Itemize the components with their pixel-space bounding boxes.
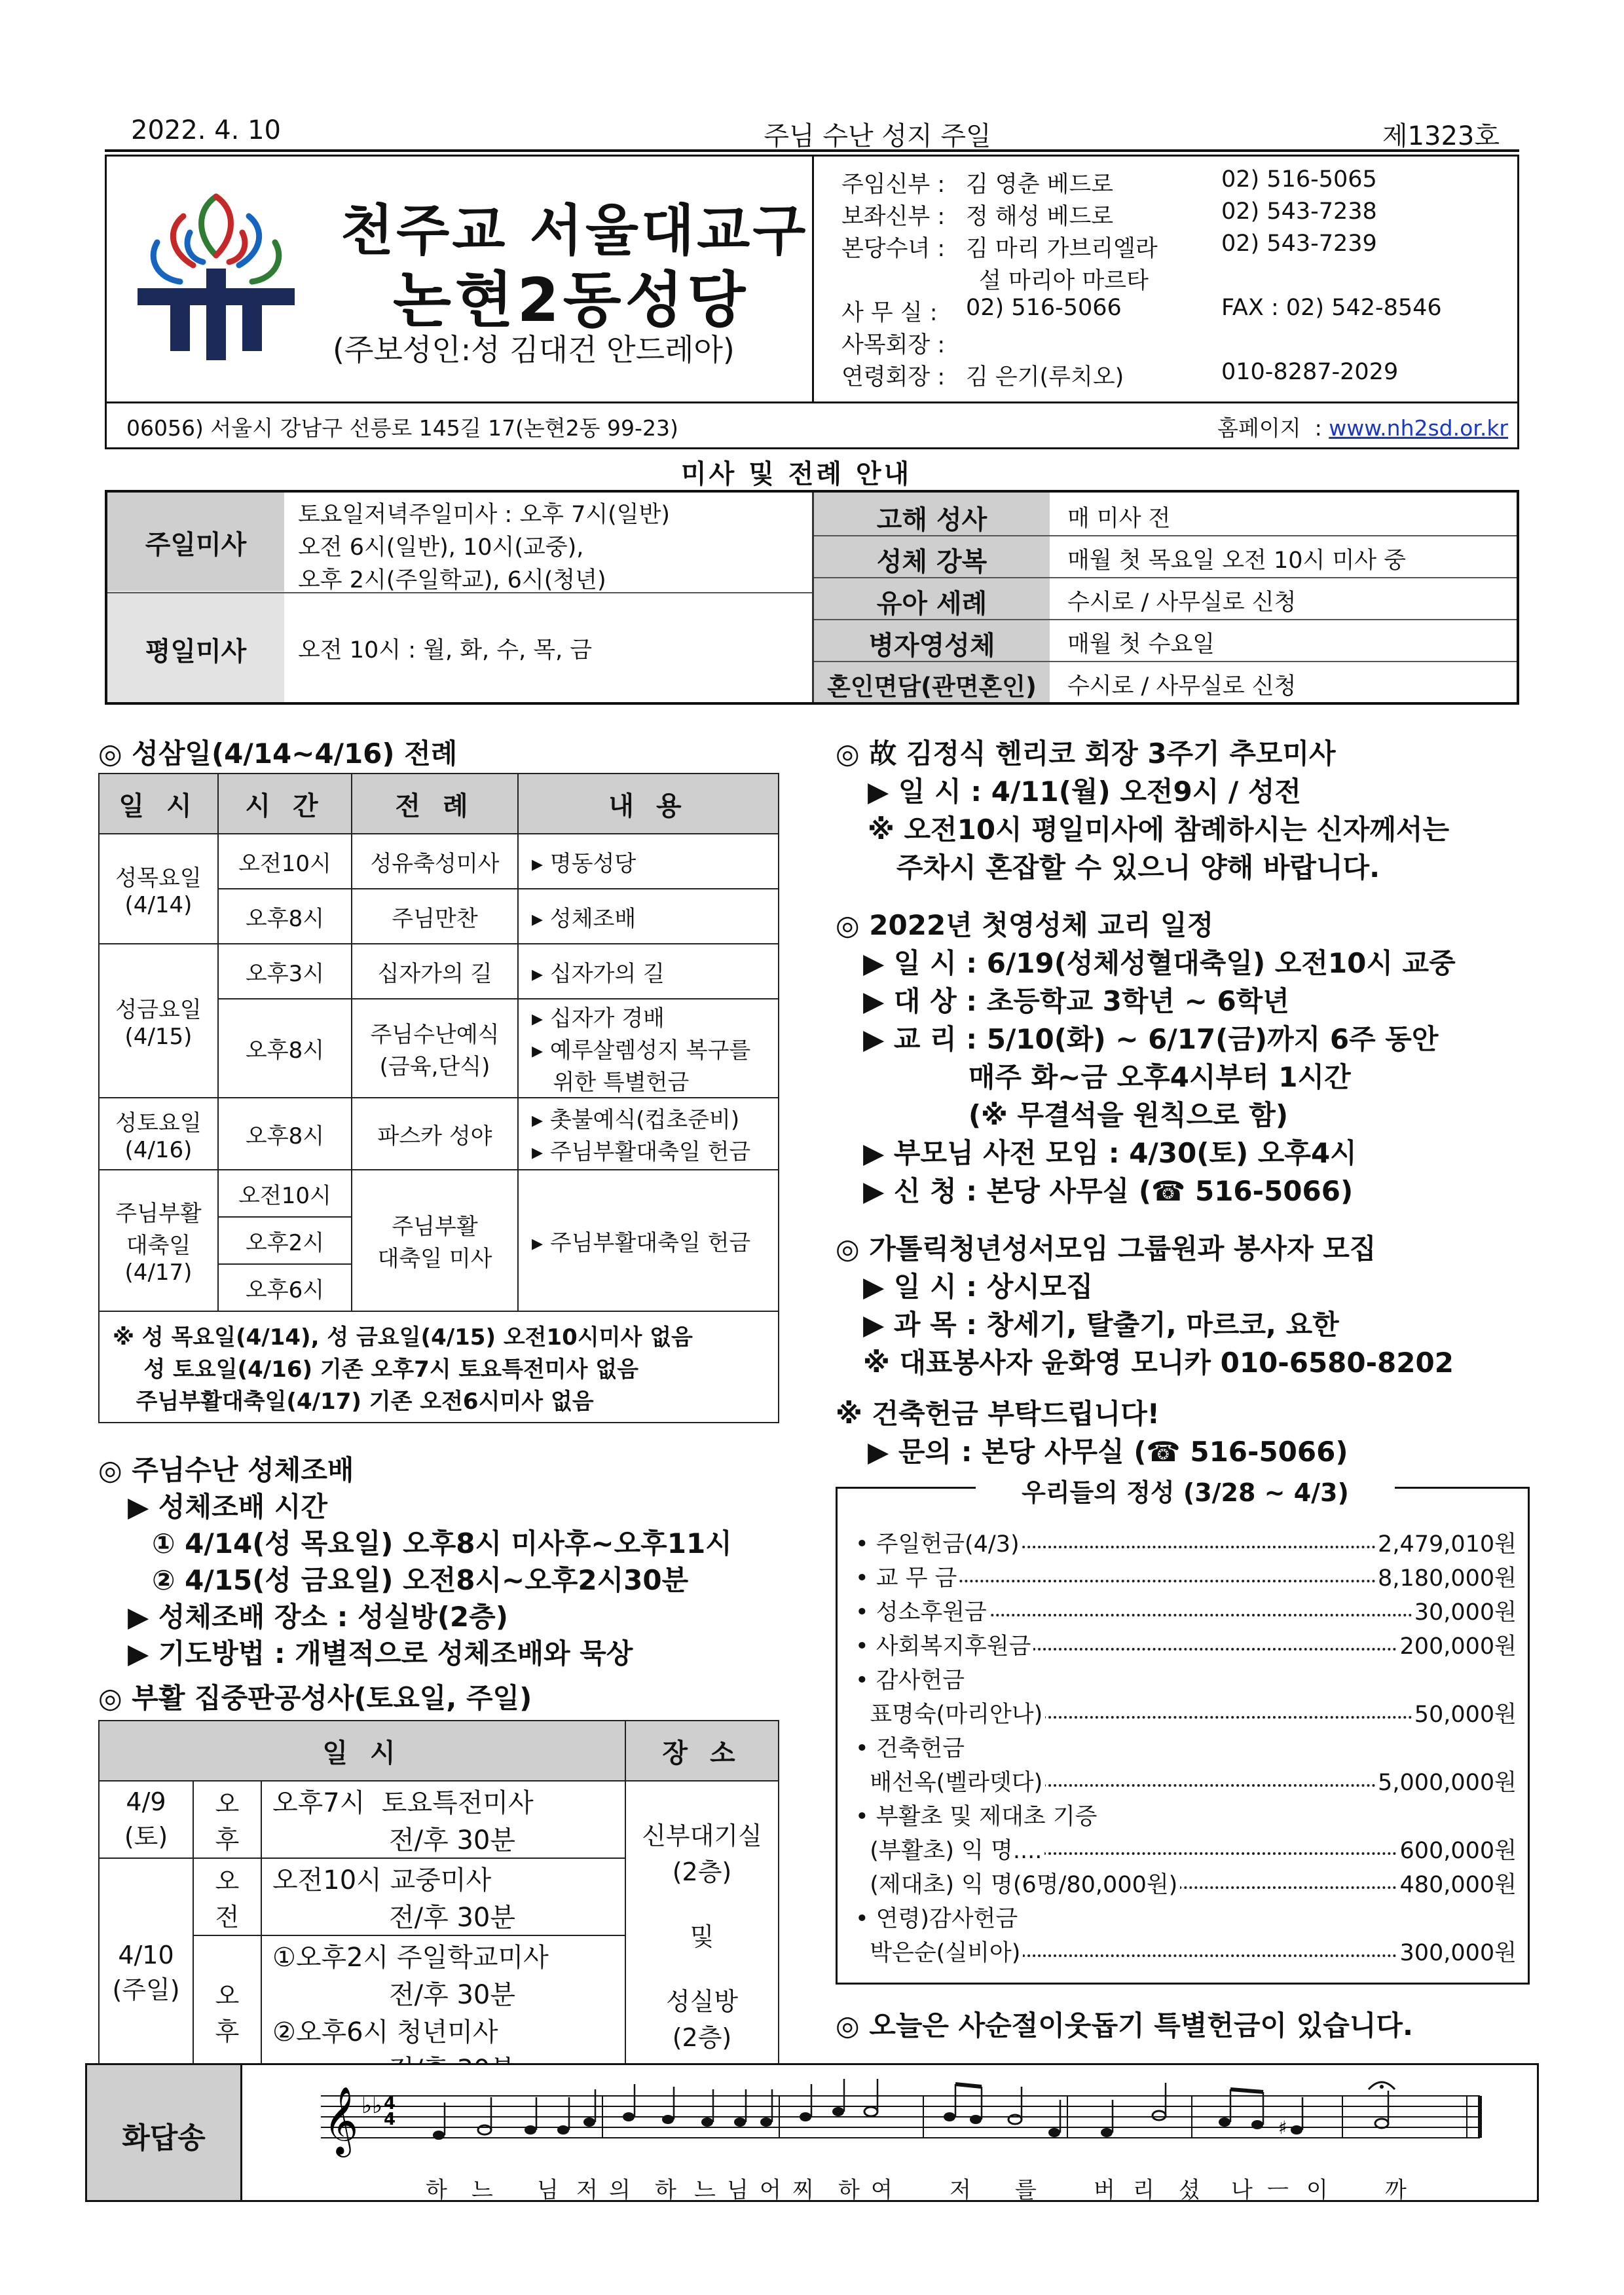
content-cell: ▸ 성체조배 (518, 889, 779, 944)
sunday-mass-line: 토요일저녁주일미사 : 오후 7시(일반) (298, 502, 671, 528)
mass-cell: ①오후2시 주일학교미사 전/후 30분 ②오후6시 청년미사 (261, 1935, 625, 2087)
lyric-syllable: 저 (576, 2177, 598, 2203)
fax-number: FAX : 02) 542-8546 (1221, 295, 1442, 321)
triduum-table (98, 773, 779, 1423)
staff-phone: 02) 543-7239 (1221, 231, 1377, 257)
top-rule (105, 149, 1519, 152)
communion-line: ▶ 교 리 : 5/10(화) ~ 6/17(금)까지 6주 동안 (863, 1023, 1439, 1055)
offering-line (855, 1799, 1517, 1833)
staff-row (841, 327, 945, 360)
top-bar (105, 110, 1519, 149)
bulletin-date: 2022. 4. 10 (131, 115, 282, 145)
time-cell: 오후8시 (218, 999, 352, 1098)
lyric-syllable: 느 (471, 2177, 493, 2203)
lyric-syllable: 하 (426, 2177, 447, 2203)
header-divider (812, 155, 814, 403)
adoration-line: ▶ 성체조배 장소 : 성실방(2층) (128, 1601, 508, 1633)
day-cell: 주님부활 대축일 (4/17) (99, 1170, 218, 1311)
lyric-syllable: 이 (1306, 2177, 1328, 2203)
lyric-syllable: 까 (1385, 2177, 1407, 2203)
staff-role: 본당수녀 : (841, 236, 946, 262)
staff-phone: 02) 543-7238 (1221, 198, 1377, 225)
offering-line (855, 1526, 1517, 1560)
staff-name: 설 마리아 마르타 (979, 268, 1149, 294)
date-cell: 4/9 (토) (99, 1781, 193, 1858)
offering-line (855, 1901, 1517, 1935)
address-bar (105, 403, 1519, 449)
date-cell: 4/10 (주일) (99, 1858, 193, 2087)
memorial-heading: ◎ 故 김정식 헨리코 회장 3주기 추모미사 (836, 737, 1336, 770)
offering-label: • 교 무 금 (855, 1565, 959, 1592)
mass-cell: 오전10시 교중미사 전/후 30분 (261, 1858, 625, 1935)
communion-line: (※ 무결석을 원칙으로 함) (863, 1099, 1289, 1131)
staff-name: 김 마리 가브리엘라 (966, 236, 1158, 262)
lyric-syllable: 찌 (792, 2177, 814, 2203)
church-logo (131, 183, 301, 369)
youth-line: ▶ 과 목 : 창세기, 탈출기, 마르코, 요한 (863, 1309, 1339, 1341)
staff-row (841, 231, 1377, 263)
adoration-line: ① 4/14(성 목요일) 오후8시 미사후~오후11시 (152, 1527, 732, 1559)
time-cell: 오후3시 (218, 944, 352, 999)
sacrament-label: 고해 성사 (876, 505, 987, 535)
sunday-mass-line: 오전 6시(일반), 10시(교중), (298, 534, 584, 561)
address: 06056) 서울시 강남구 선릉로 145길 17(논현2동 99-23) (126, 415, 678, 441)
svg-text:4: 4 (384, 2110, 396, 2129)
offering-amount: 480,000원 (1397, 1867, 1517, 1899)
svg-text:♯: ♯ (1278, 2117, 1287, 2138)
mass-section-title: 미사 및 전례 안내 (681, 459, 912, 489)
triduum-heading: ◎ 성삼일(4/14~4/16) 전례 (98, 737, 458, 770)
offering-line (855, 1935, 1517, 1969)
lyric-syllable: 리 (1133, 2177, 1154, 2203)
lyric-syllable: 어 (760, 2177, 781, 2203)
staff-role: 연령회장 : (841, 364, 946, 390)
staff-phone: 02) 516-5065 (1221, 166, 1377, 193)
offerings-title: 우리들의 정성 (3/28 ~ 4/3) (976, 1472, 1395, 1508)
offering-line (855, 1560, 1517, 1594)
memorial-line: 주차시 혼잡할 수 있으니 양해 바랍니다. (868, 851, 1380, 884)
communion-line: ▶ 대 상 : 초등학교 3학년 ~ 6학년 (863, 985, 1289, 1017)
offering-amount: 50,000원 (1412, 1696, 1517, 1729)
staff-row (841, 295, 1442, 327)
memorial-line: ※ 오전10시 평일미사에 참례하시는 신자께서는 (868, 813, 1450, 846)
adoration-heading: ◎ 주님수난 성체조배 (98, 1454, 354, 1486)
offering-label: • 연령)감사헌금 (855, 1906, 1020, 1932)
staff-role: 보좌신부 : (841, 204, 946, 230)
staff-role: 사목회장 : (841, 332, 946, 358)
psalm-label: 화답송 (122, 2121, 206, 2155)
time-cell: 오후6시 (218, 1264, 352, 1311)
offering-amount: 300,000원 (1397, 1935, 1517, 1968)
ampm-cell: 오 후 (193, 1935, 261, 2087)
liturgy-cell: 주님부활 대축일 미사 (352, 1170, 518, 1311)
liturgy-cell: 파스카 성야 (352, 1098, 518, 1170)
staff-role: 주임신부 : (841, 172, 946, 198)
offering-label: • 부활초 및 제대초 기증 (855, 1804, 1099, 1830)
liturgy-cell: 십자가의 길 (352, 944, 518, 999)
homepage-label: 홈페이지 : (1217, 415, 1322, 441)
day-cell: 성금요일 (4/15) (99, 944, 218, 1098)
sunday-name: 주님 수난 성지 주일 (764, 121, 991, 151)
confession-table (98, 1720, 779, 2088)
ampm-cell: 오 후 (193, 1781, 261, 1858)
lyric-syllable: 하 (655, 2177, 676, 2203)
lyric-syllable: 버 (1094, 2177, 1115, 2203)
patron-saint: (주보성인:성 김대건 안드레아) (333, 332, 735, 367)
time-cell: 오후2시 (218, 1217, 352, 1264)
staff-name: 김 영춘 베드로 (966, 172, 1114, 198)
col-header: 내 용 (518, 774, 779, 834)
homepage-link[interactable]: www.nh2sd.or.kr (1329, 415, 1508, 441)
memorial-line: ▶ 일 시 : 4/11(월) 오전9시 / 성전 (868, 775, 1301, 808)
confession-heading: ◎ 부활 집중판공성사(토요일, 주일) (98, 1682, 532, 1714)
sacrament-value: 매월 첫 목요일 오전 10시 미사 중 (1067, 548, 1407, 574)
offering-label: • 성소후원금 (855, 1599, 989, 1626)
time-cell: 오후8시 (218, 889, 352, 944)
offering-label: • 주일헌금(4/3) (855, 1531, 1022, 1558)
issue-number: 제1323호 (1382, 121, 1500, 151)
offering-amount: 5,000,000원 (1375, 1764, 1517, 1797)
sacrament-label: 성체 강복 (876, 547, 987, 577)
offering-amount: 200,000원 (1397, 1628, 1517, 1661)
sacrament-value: 매 미사 전 (1067, 506, 1171, 532)
sacrament-label: 혼인면담(관면혼인) (827, 673, 1037, 701)
col-header: 장 소 (625, 1721, 779, 1781)
building-heading: ※ 건축헌금 부탁드립니다! (836, 1398, 1160, 1430)
offering-label: • 건축헌금 (855, 1736, 967, 1762)
diocese-name: 천주교 서울대교구 (341, 198, 809, 263)
communion-line: ▶ 부모님 사전 모임 : 4/30(토) 오후4시 (863, 1137, 1357, 1169)
content-cell: ▸ 십자가의 길 (518, 944, 779, 999)
lyric-syllable: 느 (694, 2177, 716, 2203)
staff-row (841, 166, 1377, 199)
offering-line (855, 1594, 1517, 1628)
offering-amount: 8,180,000원 (1375, 1560, 1517, 1593)
lyric-syllable: 님 (727, 2177, 748, 2203)
svg-text:𝄞: 𝄞 (323, 2086, 359, 2155)
office-phone: 02) 516-5066 (966, 295, 1122, 321)
col-header: 일 시 (99, 1721, 625, 1781)
lyric-syllable: 하 (838, 2177, 860, 2203)
offering-label: 배선옥(벨라뎃다) (855, 1770, 1045, 1796)
offering-amount: 2,479,010원 (1375, 1526, 1517, 1559)
offering-line (855, 1696, 1517, 1730)
offering-line (855, 1730, 1517, 1764)
music-staff (321, 2070, 1500, 2164)
staff-phone: 010-8287-2029 (1221, 359, 1399, 385)
svg-text:4: 4 (384, 2094, 396, 2114)
youth-line: ※ 대표봉사자 윤화영 모니카 010-6580-8202 (863, 1347, 1454, 1379)
offering-line (855, 1833, 1517, 1867)
liturgy-cell: 주님만찬 (352, 889, 518, 944)
lyric-syllable: ㅡ (1267, 2177, 1289, 2203)
time-cell: 오후8시 (218, 1098, 352, 1170)
time-cell: 오전10시 (218, 834, 352, 889)
sacrament-label: 병자영성체 (868, 631, 995, 661)
sunday-mass-line: 오후 2시(주일학교), 6시(청년) (298, 567, 606, 593)
youth-heading: ◎ 가톨릭청년성서모임 그룹원과 봉사자 모집 (836, 1233, 1376, 1265)
svg-text:♭♭: ♭♭ (361, 2093, 383, 2119)
communion-line: ▶ 일 시 : 6/19(성체성혈대축일) 오전10시 교중 (863, 947, 1456, 979)
youth-line: ▶ 일 시 : 상시모집 (863, 1271, 1094, 1303)
mass-divider (107, 592, 812, 593)
communion-heading: ◎ 2022년 첫영성체 교리 일정 (836, 909, 1214, 941)
liturgy-cell: 성유축성미사 (352, 834, 518, 889)
offering-label: 표명숙(마리안나) (855, 1702, 1045, 1728)
lyric-syllable: 나 (1231, 2177, 1253, 2203)
adoration-line: ② 4/15(성 금요일) 오전8시~오후2시30분 (152, 1564, 689, 1596)
offering-label: 박은순(실비아) (855, 1940, 1023, 1966)
offering-label: • 감사헌금 (855, 1668, 967, 1694)
triduum-note: ※ 성 목요일(4/14), 성 금요일(4/15) 오전10시미사 없음 성 토요일(4/16) 기존 오후7시 토요특전미사 없음 주님부활대축일(4/17) 기존 오전6시미사 없음 (99, 1311, 779, 1423)
col-header: 일 시 (99, 774, 218, 834)
staff-row (841, 359, 1399, 392)
lyric-syllable: 님 (537, 2177, 559, 2203)
sunday-mass-label: 주일미사 (145, 530, 247, 560)
sacrament-value: 수시로 / 사무실로 신청 (1067, 589, 1297, 616)
offering-label: (부활초) 익 명.... (855, 1838, 1044, 1864)
liturgy-cell: 주님수난예식 (금육,단식) (352, 999, 518, 1098)
staff-row (841, 198, 1377, 231)
offering-amount: 600,000원 (1397, 1833, 1517, 1865)
content-cell: ▸ 명동성당 (518, 834, 779, 889)
sacrament-value: 수시로 / 사무실로 신청 (1067, 673, 1297, 700)
staff-name: 정 해성 베드로 (966, 204, 1114, 230)
communion-line: 매주 화~금 오후4시부터 1시간 (863, 1061, 1351, 1093)
mass-cell: 오후7시 토요특전미사 전/후 30분 (261, 1781, 625, 1858)
staff-name: 김 은기(루치오) (966, 364, 1124, 390)
homepage (1217, 411, 1508, 442)
weekday-mass-label: 평일미사 (145, 637, 247, 667)
special-collection-notice: ◎ 오늘은 사순절이웃돕기 특별헌금이 있습니다. (836, 2009, 1413, 2042)
col-header: 시 간 (218, 774, 352, 834)
offering-line (855, 1662, 1517, 1696)
col-header: 전 례 (352, 774, 518, 834)
lyric-syllable: 저 (950, 2177, 971, 2203)
adoration-line: ▶ 성체조배 시간 (128, 1491, 327, 1523)
offering-label: (제대초) 익 명(6명/80,000원) (855, 1872, 1180, 1898)
lyric-syllable: 셨 (1179, 2177, 1200, 2203)
offering-line (855, 1628, 1517, 1662)
place-cell: 신부대기실 (2층) 및 성실방 (2층) (625, 1781, 779, 2087)
communion-line: ▶ 신 청 : 본당 사무실 (☎ 516-5066) (863, 1175, 1354, 1207)
sacrament-label: 유아 세례 (876, 589, 987, 619)
lyric-syllable: 여 (871, 2177, 893, 2203)
offering-amount: 30,000원 (1412, 1594, 1517, 1627)
lyric-syllable: 를 (1015, 2177, 1037, 2203)
ampm-cell: 오 전 (193, 1858, 261, 1935)
content-cell: ▸ 주님부활대축일 헌금 (518, 1170, 779, 1311)
offering-line (855, 1764, 1517, 1799)
sacrament-value: 매월 첫 수요일 (1067, 631, 1215, 658)
day-cell: 성목요일 (4/14) (99, 834, 218, 944)
time-cell: 오전10시 (218, 1170, 352, 1217)
content-cell: ▸ 십자가 경배 ▸ 예루살렘성지 복구를 위한 특별헌금 (518, 999, 779, 1098)
weekday-mass-text: 오전 10시 : 월, 화, 수, 목, 금 (298, 637, 593, 663)
staff-role: 사 무 실 : (841, 300, 938, 326)
day-cell: 성토요일 (4/16) (99, 1098, 218, 1170)
offering-label: • 사회복지후원금 (855, 1633, 1033, 1660)
content-cell: ▸ 촛불예식(컵초준비) ▸ 주님부활대축일 헌금 (518, 1098, 779, 1170)
adoration-line: ▶ 기도방법 : 개별적으로 성체조배와 묵상 (128, 1637, 633, 1670)
lyric-syllable: 의 (609, 2177, 631, 2203)
offering-line (855, 1867, 1517, 1901)
building-line: ▶ 문의 : 본당 사무실 (☎ 516-5066) (868, 1436, 1348, 1468)
parish-name: 논현2동성당 (393, 265, 750, 335)
